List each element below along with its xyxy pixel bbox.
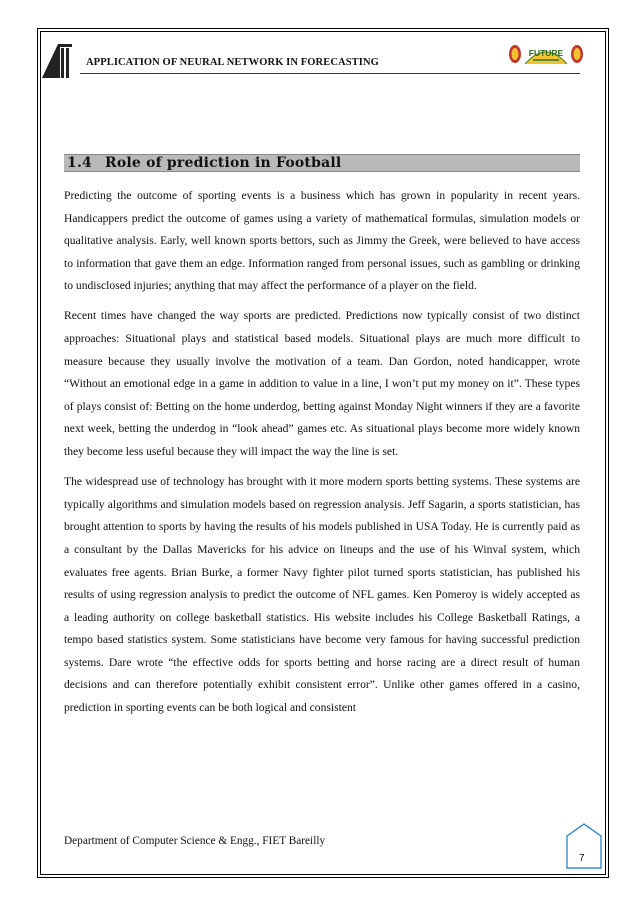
header-rule	[80, 73, 580, 74]
future-logo-icon	[507, 38, 585, 68]
section-title: Role of prediction in Football	[105, 155, 342, 171]
section-number: 1.4	[67, 155, 92, 171]
paragraph: Predicting the outcome of sporting events is a business which has grown in popularity in recent years. Handicappers predict the outcome of games using a variety of mathematical formulas, simulation models or qualitative analysis. Early, well known sports bettors, such as Jimmy the Greek, were believed to have access to information that gave them an edge. Information ranged from personal issues, such as gambling or drinking to undisclosed injuries; anything that may affect the performance of a player on the field.	[64, 189, 580, 293]
header-title: APPLICATION OF NEURAL NETWORK IN FORECASTING	[86, 57, 379, 68]
page-number: 7	[579, 853, 585, 864]
paragraph: The widespread use of technology has brought with it more modern sports betting systems. These systems are typically algorithms and simulation models based on regression analysis. Jeff Sagarin, a sports statistician, has brought attention to sports by having the results of his models published in USA Today. He is currently paid as a consultant by the Dallas Mavericks for his advice on lineups and the use of his Winval system, which evaluates free agents. Brian Burke, a former Navy fighter pilot turned sports statistician, has published his results of using regression analysis to predict the outcome of NFL games. Ken Pomeroy is widely accepted as a leading authority on college basketball statistics. His website includes his College Basketball Ratings, a tempo based statistics system. Some statisticians have become very famous for having successful prediction systems. Dare wrote “the effective odds for sports betting and horse racing are a direct result of human decisions and can therefore potentially exhibit consistent error”. Unlike other games offered in a casino, prediction in sporting events can be both logical and consistent	[64, 475, 580, 715]
footer-department: Department of Computer Science & Engg., FIET Bareilly	[64, 835, 326, 847]
corner-emblem-icon	[40, 40, 74, 80]
section-heading	[67, 155, 341, 171]
body-text	[64, 185, 580, 727]
logo-text: FUTURE	[528, 48, 564, 58]
paragraph: Recent times have changed the way sports are predicted. Predictions now typically consist of two distinct approaches: Situational plays and statistical based models. Situational plays are much more difficult to measure because they usually involve the motivation of a team. Dan Gordon, noted handicapper, wrote “Without an emotional edge in a game in addition to value in a line, I won’t put my money on it”. These types of plays consist of: Betting on the home underdog, betting against Monday Night winners if they are a favorite next week, betting the underdog in “look ahead” games etc. As situational plays become more widely known they become less useful because they will impact the way the line is set.	[64, 309, 580, 459]
